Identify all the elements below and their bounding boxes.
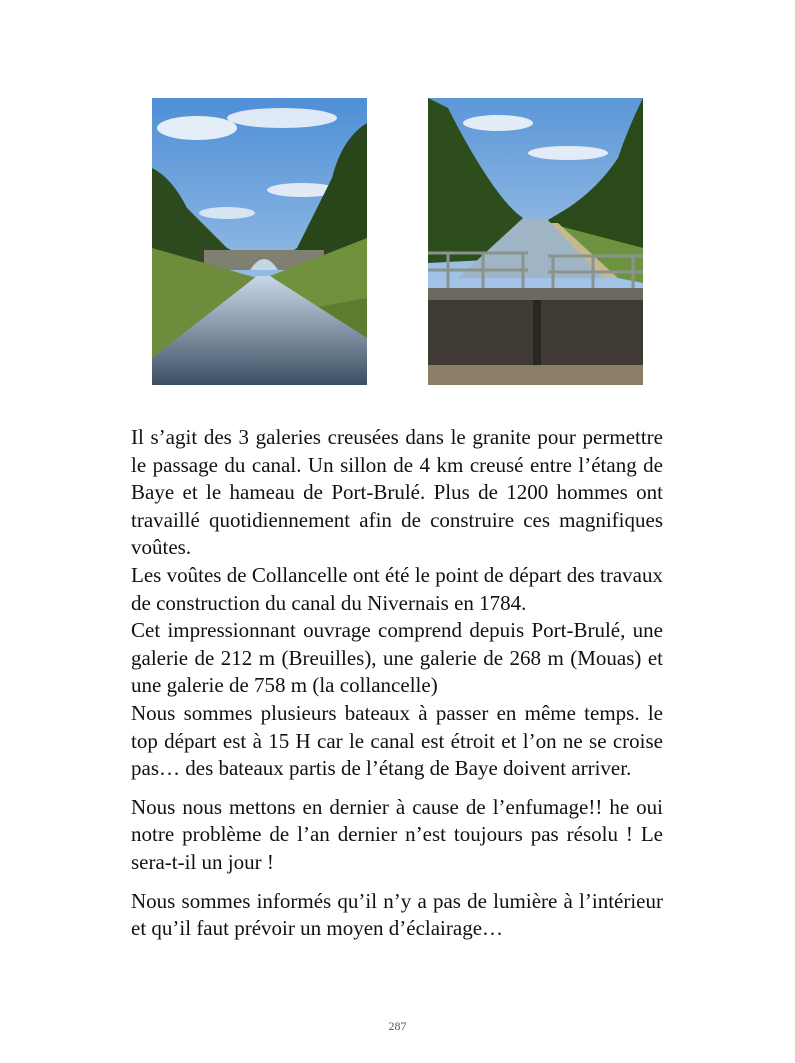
paragraph-galleries: Il s’agit des 3 galeries creusées dans le granite pour permettre le passage du canal. Un sillon de 4 km creusé entre l’étang de Baye et le hameau de Port-Brulé. Plus de 1200 hommes ont travaillé quotidiennement afin de construire ces magnifiques voûtes.: [131, 425, 663, 560]
canal-bridge-photo: [152, 98, 367, 385]
paragraph-history: Les voûtes de Collancelle ont été le point de départ des travaux de construction du canal du Nivernais en 1784.: [131, 562, 663, 615]
paragraph-structure: Cet impressionnant ouvrage comprend depuis Port-Brulé, une galerie de 212 m (Breuilles), une galerie de 268 m (Mouas) et une galerie de 758 m (la collancelle): [131, 618, 663, 698]
canal-lock-photo: [428, 98, 643, 385]
body-text: [131, 424, 663, 943]
paragraph-lighting: Nous sommes informés qu’il n’y a pas de lumière à l’intérieur et qu’il faut prévoir un moyen d’éclairage…: [131, 888, 663, 941]
paragraph-smoke: Nous nous mettons en dernier à cause de l’enfumage!! he oui notre problème de l’an dernier n’est toujours pas résolu ! Le sera-t-il un jour !: [131, 794, 663, 874]
page-number: 287: [388, 1019, 407, 1033]
paragraph-boats: Nous sommes plusieurs bateaux à passer en même temps. le top départ est à 15 H car le canal est étroit et l’on ne se croise pas… des bateaux partis de l’étang de Baye doivent arriver.: [131, 700, 663, 781]
